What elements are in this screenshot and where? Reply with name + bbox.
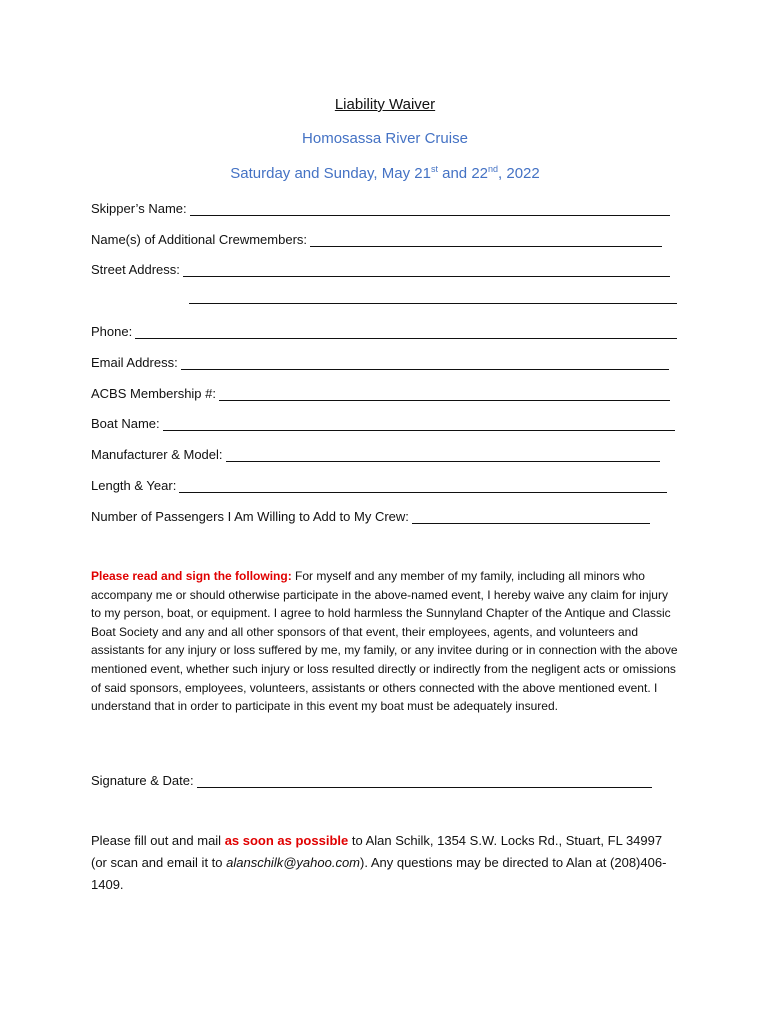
- event-name: Homosassa River Cruise: [302, 130, 468, 147]
- manufacturer-model-label: Manufacturer & Model:: [91, 447, 223, 462]
- waiver-body: For myself and any member of my family, including all minors who accompany me or should otherwise participate in the above-named event, I hereby waive any claim for injury to my person, boat, or equipment. I agree to hold harmless the Sunnyland Chapter of the Antique and Classic Boat Society and any and all other sponsors of that event, their employees, agents, and volunteers and assistants for any injury or loss suffered by me, my family, or any invitee during or in connection with the above mentioned event, whether such injury or loss resulted directly or indirectly from the negligent acts or omissions of said sponsors, employees, volunteers, assistants or others connected with the above mentioned event. I understand that in order to participate in this event my boat must be adequately insured.: [91, 569, 678, 714]
- waiver-paragraph: [91, 567, 681, 716]
- acbs-membership-label: ACBS Membership #:: [91, 386, 216, 401]
- street-address-label: Street Address:: [91, 262, 180, 277]
- passengers-label: Number of Passengers I Am Willing to Add to My Crew:: [91, 509, 409, 524]
- email-label: Email Address:: [91, 355, 178, 370]
- signature-label: Signature & Date:: [91, 773, 194, 788]
- crew-names-label: Name(s) of Additional Crewmembers:: [91, 232, 308, 247]
- phone-field: [91, 321, 677, 339]
- dates-text-mid: and 22: [437, 165, 488, 182]
- closing-text-start: Please fill out and mail: [91, 833, 225, 848]
- signature-line[interactable]: [197, 774, 652, 788]
- contact-email: alanschilk@yahoo.com: [226, 855, 360, 870]
- dates-sup-nd: nd: [488, 164, 499, 174]
- crew-names-line[interactable]: [310, 233, 662, 247]
- boat-name-label: Boat Name:: [91, 416, 160, 431]
- phone-label: Phone:: [91, 324, 133, 339]
- skipper-name-line[interactable]: [190, 202, 670, 216]
- street-address-line[interactable]: [183, 263, 670, 277]
- acbs-membership-field: [91, 383, 670, 401]
- street-address-line-2[interactable]: [189, 288, 677, 304]
- dates-text: Saturday and Sunday, May 21: [230, 165, 431, 182]
- boat-name-field: [91, 413, 675, 431]
- event-dates: [0, 164, 770, 182]
- manufacturer-model-line[interactable]: [226, 448, 660, 462]
- passengers-line[interactable]: [412, 510, 650, 524]
- signature-field: [91, 770, 652, 788]
- boat-name-line[interactable]: [163, 417, 675, 431]
- street-address-field: [91, 259, 670, 277]
- closing-text-end: ). Any questions may be directed to Alan at (208)406-1409.: [91, 855, 667, 892]
- closing-emphasis: as soon as possible: [224, 833, 349, 848]
- crew-names-field: [91, 229, 662, 247]
- skipper-name-label: Skipper’s Name:: [91, 201, 187, 216]
- passengers-field: [91, 506, 650, 524]
- dates-sup-st: st: [430, 164, 438, 174]
- acbs-membership-line[interactable]: [219, 387, 670, 401]
- length-year-field: [91, 475, 667, 493]
- closing-text-mid: to Alan Schilk, 1354 S.W. Locks Rd., Stuart, FL 34997 (or scan and email it to: [91, 833, 663, 870]
- length-year-line[interactable]: [179, 479, 667, 493]
- phone-line[interactable]: [135, 325, 677, 339]
- email-field: [91, 352, 669, 370]
- skipper-name-field: [91, 198, 670, 216]
- waiver-lead: Please read and sign the following:: [91, 569, 292, 583]
- mailing-instructions: [91, 830, 681, 896]
- manufacturer-model-field: [91, 444, 660, 462]
- length-year-label: Length & Year:: [91, 478, 177, 493]
- document-title: Liability Waiver: [334, 96, 436, 113]
- email-line[interactable]: [181, 356, 669, 370]
- dates-text-end: , 2022: [498, 165, 540, 182]
